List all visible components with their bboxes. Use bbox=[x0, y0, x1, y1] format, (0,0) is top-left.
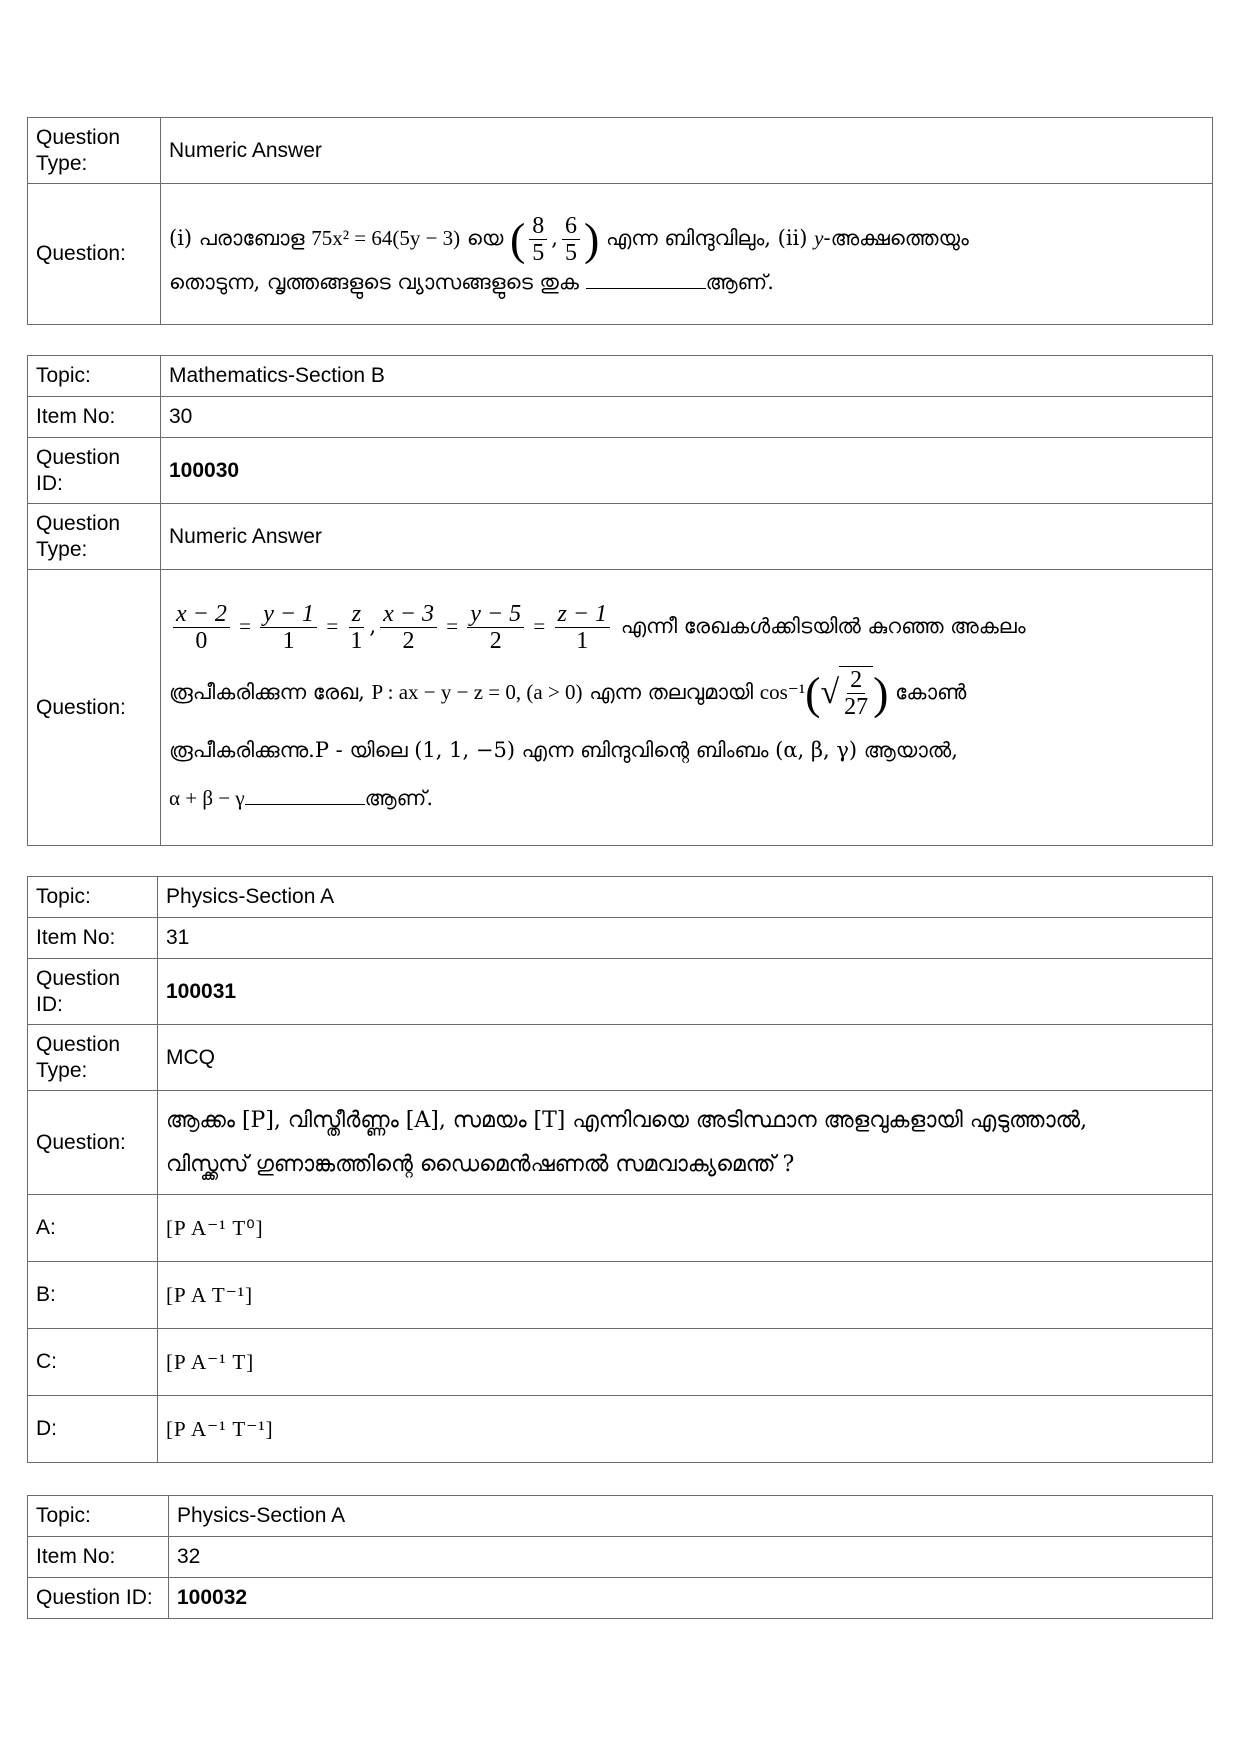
fraction: $\frac{y - 1}{1}$ bbox=[260, 601, 317, 654]
greek-expression: α + β − γ bbox=[169, 786, 245, 811]
question-text: (i) പരാബോള 75x² = 64(5y − 3) യെ ( $\frac{8}{5}$ , $\frac{6}{5}$ ) എന്ന ബിന്ദുവിലും, (ii) y-അക്ഷത്തെയും തൊടുന്ന, വൃത്തങ്ങളുടെ വ്യാസങ്ങളുടെ തുക ആണ്. bbox=[161, 184, 1213, 325]
q-text-part: എന്നീ രേഖകൾക്കിടയിൽ കുറഞ്ഞ അകലം bbox=[614, 613, 1026, 638]
item-no-value: 32 bbox=[169, 1537, 1213, 1578]
question-text bbox=[158, 1091, 1213, 1195]
topic-label: Topic: bbox=[28, 1496, 169, 1537]
question-label: Question: bbox=[28, 184, 161, 325]
paren-close: ) bbox=[873, 667, 889, 719]
question-id-label: Question ID: bbox=[28, 438, 161, 504]
question-type-label: Question Type: bbox=[28, 1025, 158, 1091]
question-block-1 bbox=[27, 117, 1213, 325]
question-text: $\frac{x - 2}{0}$ = $\frac{y - 1}{1}$ = $\frac{z}{1}$ , $\frac{x - 3}{2}$ = $\frac{y - 5}{2}$ = $\frac{z - 1}{1}$ എന്നീ രേഖകൾക്കിടയിൽ കുറഞ്ഞ അകലം രൂപീകരിക്കുന്ന രേഖ, P : ax − y − z = 0, (a > 0) എന്ന തലവുമായി cos⁻¹( √ $\frac{2}{27}$ ) കോൺ രൂപീകരിക്കുന്നു.P - യിലെ (1, 1, −5) എന്ന ബിന്ദുവിന്റെ ബിംബം (α, β, γ) ആയാൽ, α + β − γ ആണ്. bbox=[161, 570, 1213, 846]
question-id-value: 100031 bbox=[158, 959, 1213, 1025]
question-id-value: 100030 bbox=[161, 438, 1213, 504]
q-text-part: എന്ന ബിന്ദുവിലും, (ii) bbox=[599, 226, 815, 250]
topic-label: Topic: bbox=[28, 877, 158, 918]
question-block-3 bbox=[27, 876, 1213, 1463]
option-c-value[interactable]: [P A⁻¹ T] bbox=[158, 1329, 1213, 1396]
question-type-label: Question Type: bbox=[28, 118, 161, 184]
answer-blank bbox=[586, 266, 706, 289]
option-a-label: A: bbox=[28, 1195, 158, 1262]
item-no-value: 30 bbox=[161, 397, 1213, 438]
q-text-part: രൂപീകരിക്കുന്നു.P - യിലെ (1, 1, −5) എന്ന ബിന്ദുവിന്റെ ബിംബം (α, β, γ) ആയാൽ, bbox=[169, 738, 958, 763]
question-id-label: Question ID: bbox=[28, 959, 158, 1025]
option-d-value[interactable]: [P A⁻¹ T⁻¹] bbox=[158, 1396, 1213, 1463]
question-id-value: 100032 bbox=[169, 1578, 1213, 1619]
fraction: $\frac{y - 5}{2}$ bbox=[467, 601, 524, 654]
item-no-value: 31 bbox=[158, 918, 1213, 959]
fraction: $\frac{z - 1}{1}$ bbox=[555, 601, 611, 654]
q-text-part: തൊടുന്ന, വൃത്തങ്ങളുടെ വ്യാസങ്ങളുടെ തുക bbox=[169, 270, 586, 294]
q-text-part: എന്ന തലവുമായി bbox=[582, 679, 760, 704]
paren-open: ( bbox=[509, 213, 526, 265]
fraction: $\frac{6}{5}$ bbox=[562, 213, 580, 266]
question-id-label: Question ID: bbox=[28, 1578, 169, 1619]
question-type-value: Numeric Answer bbox=[161, 118, 1213, 184]
option-a-value[interactable]: [P A⁻¹ T⁰] bbox=[158, 1195, 1213, 1262]
parabola-equation: 75x² = 64(5y − 3) bbox=[311, 226, 461, 250]
q-line: ആക്കം [P], വിസ്തീർണ്ണം [A], സമയം [T] എന്നിവയെ അടിസ്ഥാന അളവുകളായി എടുത്താൽ, bbox=[166, 1107, 1088, 1133]
q-line: വിസ്ക്കസ് ഗുണാങ്കത്തിന്റെ ഡൈമെൻഷണൽ സമവാക്യമെന്ത് ? bbox=[166, 1151, 795, 1177]
item-no-label: Item No: bbox=[28, 1537, 169, 1578]
q-variable: y bbox=[814, 226, 824, 250]
q-text-part: ആണ്. bbox=[705, 270, 774, 294]
q-text-part: രൂപീകരിക്കുന്ന രേഖ, bbox=[169, 679, 372, 704]
fraction: $\frac{z}{1}$ bbox=[350, 600, 363, 654]
paren-open: ( bbox=[805, 667, 821, 719]
square-root: √ $\frac{2}{27}$ bbox=[820, 660, 873, 726]
fraction: $\frac{x - 3}{2}$ bbox=[380, 601, 437, 654]
topic-value: Mathematics-Section B bbox=[161, 356, 1213, 397]
q-text-part: (i) പരാബോള bbox=[169, 226, 312, 250]
inverse-cos: cos⁻¹ bbox=[759, 679, 806, 704]
option-b-label: B: bbox=[28, 1262, 158, 1329]
option-c-label: C: bbox=[28, 1329, 158, 1396]
q-text-part: -അക്ഷത്തെയും bbox=[823, 226, 969, 250]
question-block-2 bbox=[27, 355, 1213, 846]
paren-close: ) bbox=[583, 213, 600, 265]
fraction: $\frac{8}{5}$ bbox=[529, 213, 547, 266]
answer-blank bbox=[245, 782, 365, 805]
item-no-label: Item No: bbox=[28, 918, 158, 959]
question-type-label: Question Type: bbox=[28, 504, 161, 570]
fraction: $\frac{x - 2}{0}$ bbox=[173, 601, 230, 654]
option-b-value[interactable]: [P A T⁻¹] bbox=[158, 1262, 1213, 1329]
q-text-part: യെ bbox=[460, 226, 510, 250]
question-label: Question: bbox=[28, 570, 161, 846]
item-no-label: Item No: bbox=[28, 397, 161, 438]
topic-value: Physics-Section A bbox=[169, 1496, 1213, 1537]
topic-label: Topic: bbox=[28, 356, 161, 397]
question-block-4 bbox=[27, 1495, 1213, 1619]
question-type-value: MCQ bbox=[158, 1025, 1213, 1091]
topic-value: Physics-Section A bbox=[158, 877, 1213, 918]
q-text-part: ആണ്. bbox=[364, 786, 434, 811]
q-text-part: കോൺ bbox=[888, 679, 967, 704]
plane-equation: P : ax − y − z = 0, (a > 0) bbox=[371, 679, 583, 704]
option-d-label: D: bbox=[28, 1396, 158, 1463]
question-type-value: Numeric Answer bbox=[161, 504, 1213, 570]
question-label: Question: bbox=[28, 1091, 158, 1195]
